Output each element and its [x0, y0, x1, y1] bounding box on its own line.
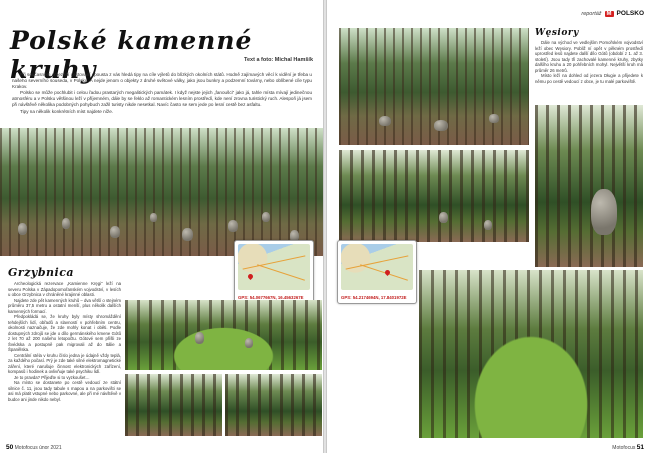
grzybnica-text: Archeologická rezervace „Kamienne Kręgi“ leží na severu Polska v Západopomořanském vojvodství, v lesích u obce Grzybnica v chráněné krajinné oblasti. Najdete zde pět kamenných kruhů – dva větší o stejném průměru 37,5 metru a ostatní menší, plus několik dalších kamenných formací. Předpokládá se, že kruhy byly místy shromáždění tehdejších lidí, obřadů a slavností v pohřebním centru, okolnosti naznačuje, že zde mohly konat i oběti. Podle dostupných zdrojů se jde o dílo germánského kmene Gótů z let 70 až 200 našeho letopočtu. Gótové sem přišli ze Švédska a postupně pak migrovali až do Itálie a Španělska. Centrální stéla v kruhu číslo jedna je údajně vždy teplá, za každého počasí. Prý je zde také silné elektromagnetické záření, které narušuje činnost elektronických zařízení, kompasů i hodinek a ovlivňuje také psychiku lidí. Je to pravda? Přijeďte si to vyzkoušet… Na místo se dostanete po cestě vedoucí ze státní silnice č. 11, jsou tady tabule s mapou a na parkovišti se asi má platit vstupné nebo parkovné, ale při mé návštěvě v budce ani jinde nikdo nebyl.	[8, 281, 121, 402]
moss-circle-photo	[125, 300, 322, 370]
intro-text	[12, 72, 312, 115]
byline: Text a foto: Michal Hamšík	[244, 57, 313, 63]
grzybnica-heading: Grzybnica	[8, 266, 75, 279]
intro-paragraph: Polsko se může pochlubit i celou řadou prastarých megalitických památek. I když nejste jejich „fanoušci“ jako já, tahle místa mívají jedinečnou atmosféru a v Polsku většinou leží v příjemném, dále by se řeklo až romantickém lesním prostředí, kde není zrovna turistický ruch. Alespoň já jsem při návštěvě několika podobných pohybuch zažil turisty nikde nesetkal. Navíc často se sem jede po lesní cestě bez asfaltu.	[12, 90, 312, 108]
magazine-badge: M	[606, 10, 612, 17]
large-stone-photo	[535, 105, 643, 267]
wesiory-heading: Węsiory	[535, 28, 579, 38]
forest-circle-photo-1	[125, 374, 222, 436]
wesiory-gps: GPS: 54.2174694N, 17.8401972E	[341, 295, 407, 300]
wesiory-circle-photo	[339, 150, 529, 242]
article-title: Polské kamenné kruhy	[10, 26, 253, 84]
wesiory-map	[337, 240, 417, 304]
stone-circle-panorama-photo	[0, 128, 323, 256]
running-head: reportáž M POLSKO	[581, 10, 644, 17]
wesiory-text: Dále na východ ve vedlejším Pomořském vojvodství leží obec Węsiory. Pobliž ní opět v pěkném prostředí uprostřed lesů najdete další dílo Gótů (období z 1. až 3. století). Jsou tady tři zachovalé kamenné kruhy, zbytky dalšího kruhu a 20 pohřebních mohyl. Největší kruh má průměr 26 metrů. Místo leží na dohled od jezera Długie a přijedete k němu po cestě vedoucí z obce, je tu malé parkoviště.	[535, 40, 643, 84]
folio-right: Motofocus 51	[612, 444, 644, 451]
mossy-mounds-photo	[419, 270, 643, 438]
wesiory-stones-photo	[339, 28, 529, 145]
forest-circle-photo-2	[225, 374, 322, 436]
right-page	[327, 0, 650, 453]
folio-left: 50 Motofocus únor 2021	[6, 444, 62, 451]
intro-paragraph: Při současném omezení cestování spousta z vás hledá tipy na cíle výletů do blízkých okolních států. Hodně zajímavých věcí k vidění je třeba u našeho severního souseda, v Polsku. A nejde jenom o objekty z druhé světové války, jako jsou bunkry a podzemní továrny, nebo oblíbené cíle typu Krakov.	[12, 72, 312, 90]
intro-paragraph: Tipy na několik konkrétních míst najdete níže.	[20, 108, 114, 114]
left-page	[0, 0, 323, 453]
grzybnica-gps: GPS: 54.0677667N, 16.4563267E	[238, 295, 304, 300]
grzybnica-map	[234, 240, 314, 304]
map-pin-icon	[247, 273, 254, 280]
